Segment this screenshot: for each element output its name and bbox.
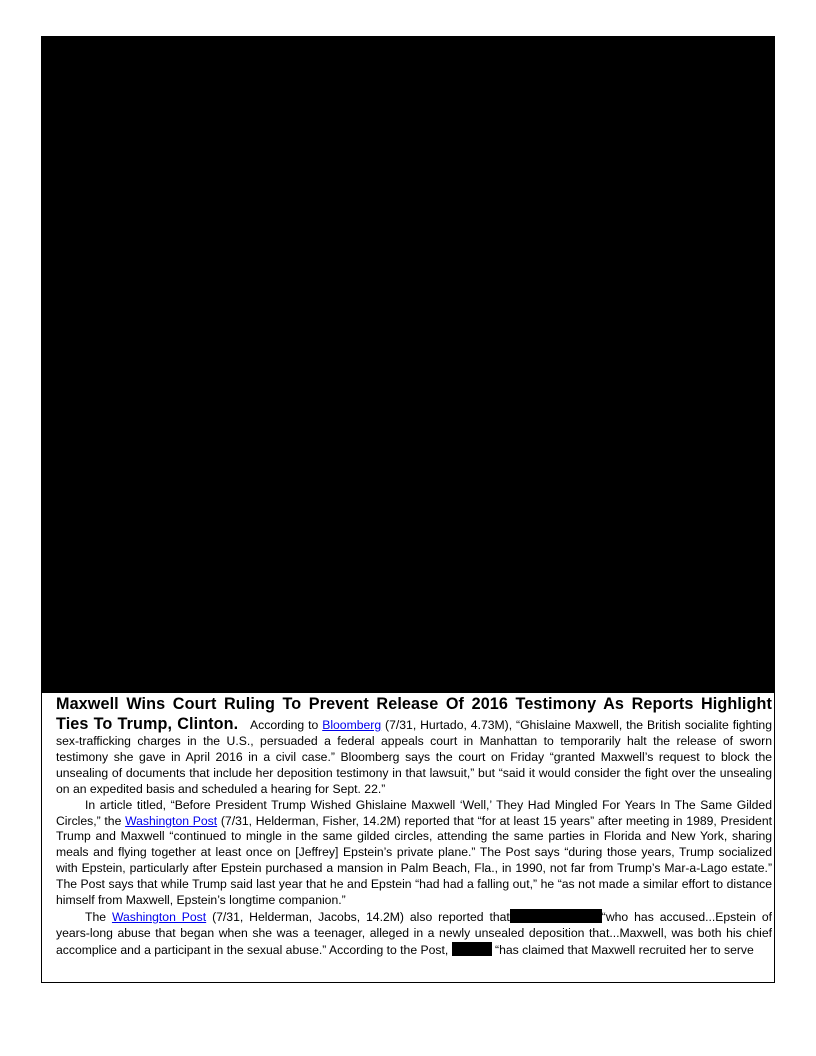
redacted-image-block	[41, 36, 775, 693]
paragraph-2	[56, 798, 772, 909]
redaction-bar	[452, 942, 492, 956]
p3-text-a: The	[85, 909, 112, 924]
bloomberg-link[interactable]: Bloomberg	[322, 718, 382, 732]
p2-text-b: (7/31, Helderman, Fisher, 14.2M) reported that “for at least 15 years” after meeting in 1989, President Trump and Maxwell “continued to mingle in the same gilded circles, attending the same parties in Florida and New York, sharing meals and flying together at least once on [Jeffrey] Epstein’s private plane.” The Post says “during those years, Trump socialized with Epstein, particularly after Epstein purchased a mansion in Palm Beach, Fla., in 1990, not far from Trump’s Mar-a-Lago estate.” The Post says that while Trump said last year that he and Epstein “had had a falling out,” he “as not made a similar effort to distance himself from Maxwell, Epstein’s longtime companion.”	[56, 813, 773, 908]
p3-text-d: “has claimed that Maxwell recruited her to serve	[491, 942, 754, 957]
redaction-bar	[510, 909, 602, 923]
paragraph-3	[56, 909, 772, 959]
p3-text-b: (7/31, Helderman, Jacobs, 14.2M) also reported that	[206, 909, 510, 924]
article-headline: Maxwell Wins Court Ruling To Prevent Release Of 2016 Testimony As Reports Highlight Ties To Trump, Clinton.	[56, 695, 772, 733]
p1-text-b: (7/31, Hurtado, 4.73M), “Ghislaine Maxwell, the British socialite fighting sex-trafficking charges in the U.S., persuaded a federal appeals court in Manhattan to temporarily halt the release of sworn testimony she gave in April 2016 in a civil case.” Bloomberg says the court on Friday “granted Maxwell’s request to block the unsealing of documents that include her deposition testimony in that lawsuit,” but “said it would consider the fight over the unsealing on an expedited basis and scheduled a hearing for Sept. 22.”	[56, 718, 772, 796]
article-body	[56, 694, 772, 959]
washington-post-link-1[interactable]: Washington Post	[125, 813, 218, 828]
p3-text-c: “who has accused...Epstein of years-long abuse that began when she was a teenager, alleged in a newly unsealed deposition that...Maxwell, was both his chief accomplice and a participant in the sexual abuse.” According to the Post,	[56, 909, 772, 957]
p2-text-a: In article titled, “Before President Trump Wished Ghislaine Maxwell ‘Well,’ They Had Mingled For Years In The Same Gilded Circles,” the	[56, 797, 772, 828]
washington-post-link-2[interactable]: Washington Post	[111, 909, 207, 924]
p1-text-a: According to	[250, 718, 323, 732]
paragraph-1	[56, 694, 772, 798]
